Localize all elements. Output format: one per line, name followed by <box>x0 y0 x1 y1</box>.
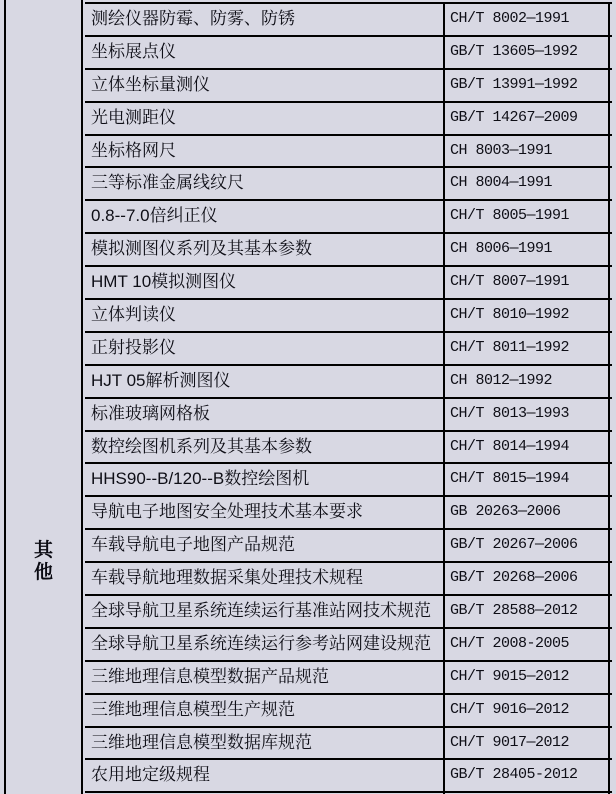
table-row <box>85 300 612 333</box>
table-row <box>85 103 612 136</box>
category-label <box>6 540 81 584</box>
standard-name-cell: 车载导航地理数据采集处理技术规程 <box>85 563 445 594</box>
standard-code-cell: CH/T 9016—2012 <box>445 695 610 726</box>
standard-name-cell: 车载导航电子地图产品规范 <box>85 530 445 561</box>
standard-code-cell: CH 8006—1991 <box>445 234 610 265</box>
table-row <box>85 136 612 169</box>
standard-name-cell: 全球导航卫星系统连续运行参考站网建设规范 <box>85 629 445 660</box>
table-row <box>85 333 612 366</box>
standard-name-cell: 坐标展点仪 <box>85 37 445 68</box>
standard-name-cell: 标准玻璃网格板 <box>85 399 445 430</box>
standard-code-cell: CH/T 9017—2012 <box>445 728 610 759</box>
table-row <box>85 267 612 300</box>
table-row <box>85 530 612 563</box>
standard-name-cell: 立体判读仪 <box>85 300 445 331</box>
table-row <box>85 464 612 497</box>
standard-code-cell: CH/T 8015—1994 <box>445 464 610 495</box>
standard-code-cell: CH/T 8005—1991 <box>445 201 610 232</box>
standard-name-cell: 正射投影仪 <box>85 333 445 364</box>
table-row <box>85 695 612 728</box>
standard-code-cell: GB/T 20268—2006 <box>445 563 610 594</box>
table-row <box>85 728 612 761</box>
table-row <box>85 234 612 267</box>
standard-code-cell: CH/T 8013—1993 <box>445 399 610 430</box>
standard-code-cell: GB 20263—2006 <box>445 497 610 528</box>
standard-code-cell: GB/T 14267—2009 <box>445 103 610 134</box>
table-row <box>85 168 612 201</box>
standard-name-cell: 立体坐标量测仪 <box>85 70 445 101</box>
standard-code-cell: CH/T 8002—1991 <box>445 4 610 35</box>
standard-name-cell: HMT 10模拟测图仪 <box>85 267 445 298</box>
standard-code-cell: CH/T 8011—1992 <box>445 333 610 364</box>
standard-code-cell: CH 8003—1991 <box>445 136 610 167</box>
table-row <box>85 497 612 530</box>
standard-name-cell: 三等标准金属线纹尺 <box>85 168 445 199</box>
table-row <box>85 4 612 37</box>
standard-name-cell: 三维地理信息模型数据库规范 <box>85 728 445 759</box>
standard-name-cell: HHS90--B/120--B数控绘图机 <box>85 464 445 495</box>
category-column <box>4 0 83 794</box>
table-row <box>85 662 612 695</box>
standard-name-cell: 导航电子地图安全处理技术基本要求 <box>85 497 445 528</box>
table-row <box>85 37 612 70</box>
standard-code-cell: CH 8004—1991 <box>445 168 610 199</box>
standard-code-cell: CH/T 2008-2005 <box>445 629 610 660</box>
table-row <box>85 563 612 596</box>
table-row <box>85 201 612 234</box>
standard-code-cell: GB/T 13605—1992 <box>445 37 610 68</box>
standard-name-cell: 全球导航卫星系统连续运行基准站网技术规范 <box>85 596 445 627</box>
standard-code-cell: GB/T 28405-2012 <box>445 760 610 791</box>
standard-name-cell: 测绘仪器防霉、防雾、防锈 <box>85 4 445 35</box>
standard-code-cell: CH/T 8014—1994 <box>445 432 610 463</box>
standard-code-cell: GB/T 28588—2012 <box>445 596 610 627</box>
standard-name-cell: 三维地理信息模型生产规范 <box>85 695 445 726</box>
table-row <box>85 432 612 465</box>
standard-name-cell: 数控绘图机系列及其基本参数 <box>85 432 445 463</box>
table-row <box>85 70 612 103</box>
standard-code-cell: CH 8012—1992 <box>445 366 610 397</box>
standard-name-cell: 模拟测图仪系列及其基本参数 <box>85 234 445 265</box>
standard-name-cell: 农用地定级规程 <box>85 760 445 791</box>
standard-code-cell: CH/T 8007—1991 <box>445 267 610 298</box>
table-row <box>85 760 612 793</box>
table-row <box>85 366 612 399</box>
standard-code-cell: CH/T 9015—2012 <box>445 662 610 693</box>
table-row <box>85 629 612 662</box>
standard-code-cell: GB/T 13991—1992 <box>445 70 610 101</box>
standard-name-cell: 0.8--7.0倍纠正仪 <box>85 201 445 232</box>
standard-code-cell: GB/T 20267—2006 <box>445 530 610 561</box>
table-rows <box>85 2 612 794</box>
standard-code-cell: CH/T 8010—1992 <box>445 300 610 331</box>
standard-name-cell: 三维地理信息模型数据产品规范 <box>85 662 445 693</box>
table-row <box>85 596 612 629</box>
standard-name-cell: HJT 05解析测图仪 <box>85 366 445 397</box>
standard-name-cell: 坐标格网尺 <box>85 136 445 167</box>
category-label-text: 其他 <box>33 540 53 583</box>
standard-name-cell: 光电测距仪 <box>85 103 445 134</box>
table-row <box>85 399 612 432</box>
